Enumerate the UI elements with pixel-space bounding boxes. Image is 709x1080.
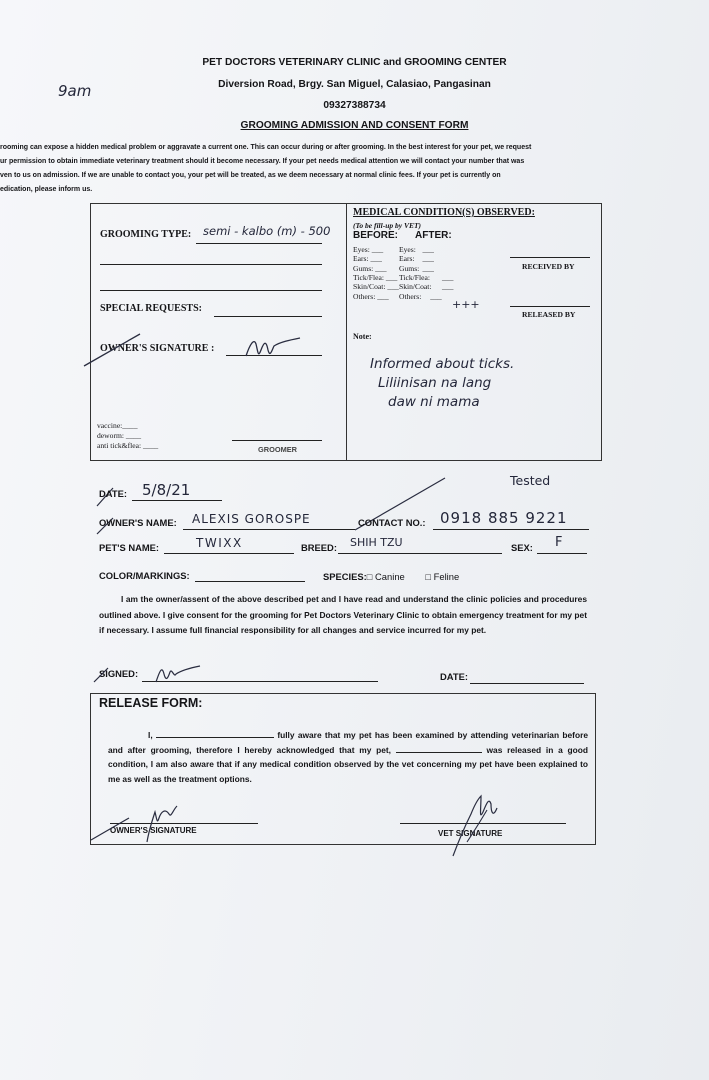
- species-field: [323, 571, 459, 582]
- color-markings-label: COLOR/MARKINGS:: [99, 570, 190, 581]
- consent-signature-mark: [90, 660, 210, 690]
- after-blank[interactable]: ___: [430, 291, 442, 301]
- owner-signature-label: OWNER'S SIGNATURE :: [100, 343, 215, 354]
- after-field: Others:: [399, 291, 422, 301]
- medical-row: [353, 263, 434, 273]
- clinic-phone: 09327388734: [323, 100, 386, 111]
- pet-name-value: TWIXX: [196, 536, 243, 550]
- before-field: Tick/Flea:: [353, 272, 384, 282]
- tested-note: Tested: [510, 473, 551, 488]
- intro-paragraph: [0, 141, 531, 197]
- medical-row: [353, 245, 434, 254]
- owner-name-value: ALEXIS GOROSPE: [192, 512, 311, 526]
- clinic-address: Diversion Road, Brgy. San Miguel, Calasiao, Pangasinan: [218, 79, 491, 90]
- received-by-label: RECEIVED BY: [522, 262, 575, 271]
- before-blank[interactable]: ___: [375, 291, 389, 301]
- note-text: [370, 355, 514, 412]
- release-owner-sig-label: OWNER'S SIGNATURE: [110, 826, 197, 835]
- after-blank[interactable]: ___: [442, 282, 454, 292]
- received-by-line[interactable]: [510, 257, 590, 258]
- breed-line[interactable]: [338, 553, 502, 554]
- pet-name-label: PET'S NAME:: [99, 542, 160, 553]
- signed-label: SIGNED:: [99, 668, 139, 679]
- release-vet-sig-label: VET SIGNATURE: [438, 829, 503, 838]
- deworm-label: deworm: ____: [97, 431, 142, 440]
- medical-row: [353, 272, 454, 282]
- species-label: SPECIES:: [323, 571, 367, 582]
- release-i-label: I,: [148, 730, 153, 740]
- consent-date-line[interactable]: [470, 683, 584, 684]
- box-divider: [346, 204, 347, 460]
- consent-paragraph: I am the owner/assent of the above described pet and I have read and understand the clinic policies and procedures outlined above. I give consent for the grooming for Pet Doctors Veterinary Clinic to obtain emergency treatment for my pet if necessary. I assume full financial responsibility for all changes and service incurred for my pet.: [99, 594, 587, 635]
- species-canine[interactable]: □ Canine: [366, 571, 405, 582]
- breed-value: SHIH TZU: [350, 536, 403, 549]
- contact-value: 0918 885 9221: [440, 509, 568, 527]
- after-blank[interactable]: ___: [422, 245, 434, 254]
- before-blank[interactable]: ___: [373, 263, 387, 273]
- intro-line: ur permission to obtain immediate veterinary treatment should it become necessary. If your pet needs medical attention we will contact your number that was: [0, 158, 525, 165]
- species-feline[interactable]: □ Feline: [425, 571, 460, 582]
- released-by-line[interactable]: [510, 306, 590, 307]
- medical-row: [353, 282, 454, 292]
- note-line: daw ni mama: [388, 394, 480, 410]
- medical-subtitle: (To be fill-up by VET): [353, 221, 422, 230]
- released-by-label: RELEASED BY: [522, 310, 576, 319]
- color-markings-line[interactable]: [195, 581, 305, 582]
- grooming-type-label: GROOMING TYPE:: [100, 229, 192, 240]
- before-blank[interactable]: ___: [369, 245, 384, 254]
- before-field: Eyes:: [353, 245, 370, 254]
- after-field: Ears:: [399, 254, 415, 264]
- after-blank[interactable]: ___: [442, 272, 454, 282]
- pet-name-line[interactable]: [164, 553, 294, 554]
- grooming-extra-line[interactable]: [100, 290, 322, 291]
- release-owner-signature-mark: [85, 800, 185, 850]
- medical-title: MEDICAL CONDITION(S) OBSERVED:: [353, 207, 535, 218]
- after-blank[interactable]: ___: [422, 254, 434, 264]
- before-label: BEFORE:: [353, 230, 398, 241]
- groomer-label: GROOMER: [258, 445, 298, 454]
- after-field: Eyes:: [399, 245, 416, 254]
- release-title: RELEASE FORM:: [99, 696, 203, 710]
- before-field: Gums:: [353, 263, 374, 273]
- sex-label: SEX:: [511, 542, 533, 553]
- intro-line: edication, please inform us.: [0, 186, 93, 193]
- after-label: AFTER:: [415, 230, 452, 241]
- time-note: 9am: [58, 82, 92, 100]
- vaccine-label: vaccine:____: [97, 421, 138, 430]
- intro-line: ven to us on admission. If we are unable to contact you, your pet will be treated, as we deem necessary at normal clinic fees. If your pet is currently on: [0, 172, 501, 179]
- consent-date-label: DATE:: [440, 671, 468, 682]
- contact-label: CONTACT NO.:: [358, 517, 426, 528]
- date-line[interactable]: [132, 500, 222, 501]
- date-value: 5/8/21: [142, 481, 191, 499]
- vet-signature-mark: [445, 790, 505, 860]
- after-field: Skin/Coat:: [399, 282, 432, 292]
- owner-signature-mark: [80, 328, 310, 374]
- release-text-1: fully aware that my pet has been examined by attending veterinarian before and after grooming, therefore I hereby acknowledged that my pet,: [108, 730, 588, 755]
- after-tickflea-value: +++: [452, 298, 480, 311]
- release-paragraph: [108, 728, 588, 786]
- before-blank[interactable]: ___: [368, 254, 382, 264]
- special-requests-label: SPECIAL REQUESTS:: [100, 303, 202, 314]
- after-field: Tick/Flea:: [399, 272, 430, 282]
- sex-line[interactable]: [537, 553, 587, 554]
- groomer-line[interactable]: [232, 440, 322, 441]
- after-blank[interactable]: ___: [422, 263, 434, 273]
- grooming-extra-line[interactable]: [100, 264, 322, 265]
- before-field: Others:: [353, 291, 376, 301]
- sex-value: F: [555, 535, 563, 550]
- intro-line: rooming can expose a hidden medical problem or aggravate a current one. This can occur during or after grooming. In the best interest for your pet, we request: [0, 144, 532, 151]
- contact-line[interactable]: [433, 529, 589, 530]
- special-requests-line[interactable]: [214, 316, 322, 317]
- note-line: Liliinisan na lang: [378, 375, 492, 391]
- breed-label: BREED:: [301, 542, 337, 553]
- owner-name-line[interactable]: [183, 529, 355, 530]
- date-label: DATE:: [99, 488, 127, 499]
- form-title: GROOMING ADMISSION AND CONSENT FORM: [240, 120, 469, 131]
- medical-row: [353, 254, 434, 264]
- before-field: Skin/Coat:: [353, 282, 386, 292]
- medical-row: [353, 291, 442, 301]
- antitick-label: anti tick&flea: ____: [97, 441, 159, 450]
- note-line: Informed about ticks.: [370, 356, 515, 372]
- after-field: Gums:: [399, 263, 420, 273]
- release-pet-blank[interactable]: [396, 744, 482, 753]
- clinic-name: PET DOCTORS VETERINARY CLINIC and GROOMING CENTER: [202, 57, 507, 68]
- grooming-type-value: semi - kalbo (m) - 500: [203, 224, 331, 238]
- before-blank[interactable]: ___: [383, 272, 398, 282]
- release-text-2: was released in a good condition, I am also aware that if any medical condition observed by the vet concerning my pet have been explained to me as well as the treatment options.: [108, 744, 588, 784]
- owner-name-label: OWNER'S NAME:: [99, 517, 177, 528]
- before-field: Ears:: [353, 254, 369, 264]
- before-blank[interactable]: ___: [385, 282, 399, 292]
- note-label: Note:: [353, 332, 372, 341]
- release-owner-blank[interactable]: [156, 729, 274, 738]
- grooming-type-line[interactable]: [196, 243, 322, 244]
